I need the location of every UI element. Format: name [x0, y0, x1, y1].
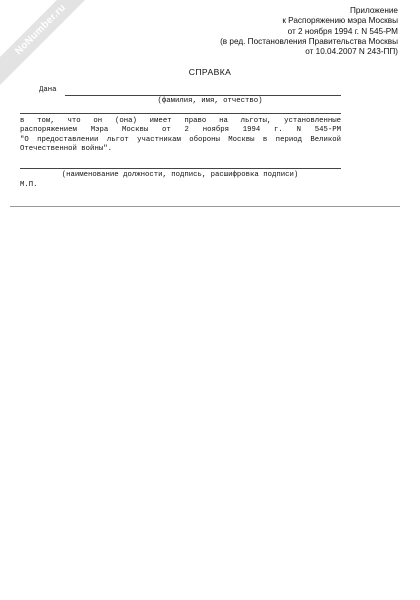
- appendix-header: [220, 6, 398, 57]
- body-text: [20, 117, 341, 155]
- header-line: к Распоряжению мэра Москвы: [282, 16, 398, 26]
- document-title: СПРАВКА: [188, 67, 232, 77]
- bottom-rule: [10, 206, 400, 207]
- signature-line: [20, 168, 341, 169]
- header-line: (в ред. Постановления Правительства Москвы: [220, 36, 398, 46]
- header-line: от 10.04.2007 N 243-ПП): [305, 47, 398, 57]
- given-label: Дана: [39, 86, 57, 94]
- body-line: "О предоставлении льгот участникам обороны Москвы в период Великой: [20, 135, 341, 144]
- signature-caption: (наименование должности, подпись, расшифровка подписи): [61, 171, 299, 179]
- stamp-label: М.П.: [20, 181, 38, 189]
- body-line: в том, что он (она) имеет право на льготы, установленные: [20, 117, 341, 125]
- header-line: от 2 ноября 1994 г. N 545-РМ: [287, 26, 398, 36]
- body-line: распоряжением Мэра Москвы от 2 ноября 1994 г. N 545-РМ: [20, 126, 341, 135]
- name-caption: (фамилия, имя, отчество): [157, 97, 263, 105]
- watermark-ribbon: NoNumber.ru: [0, 0, 101, 90]
- header-line: Приложение: [349, 6, 398, 15]
- name-fill-line: [65, 95, 341, 96]
- body-line: Отечественной войны".: [20, 145, 112, 154]
- divider-line: [20, 113, 341, 114]
